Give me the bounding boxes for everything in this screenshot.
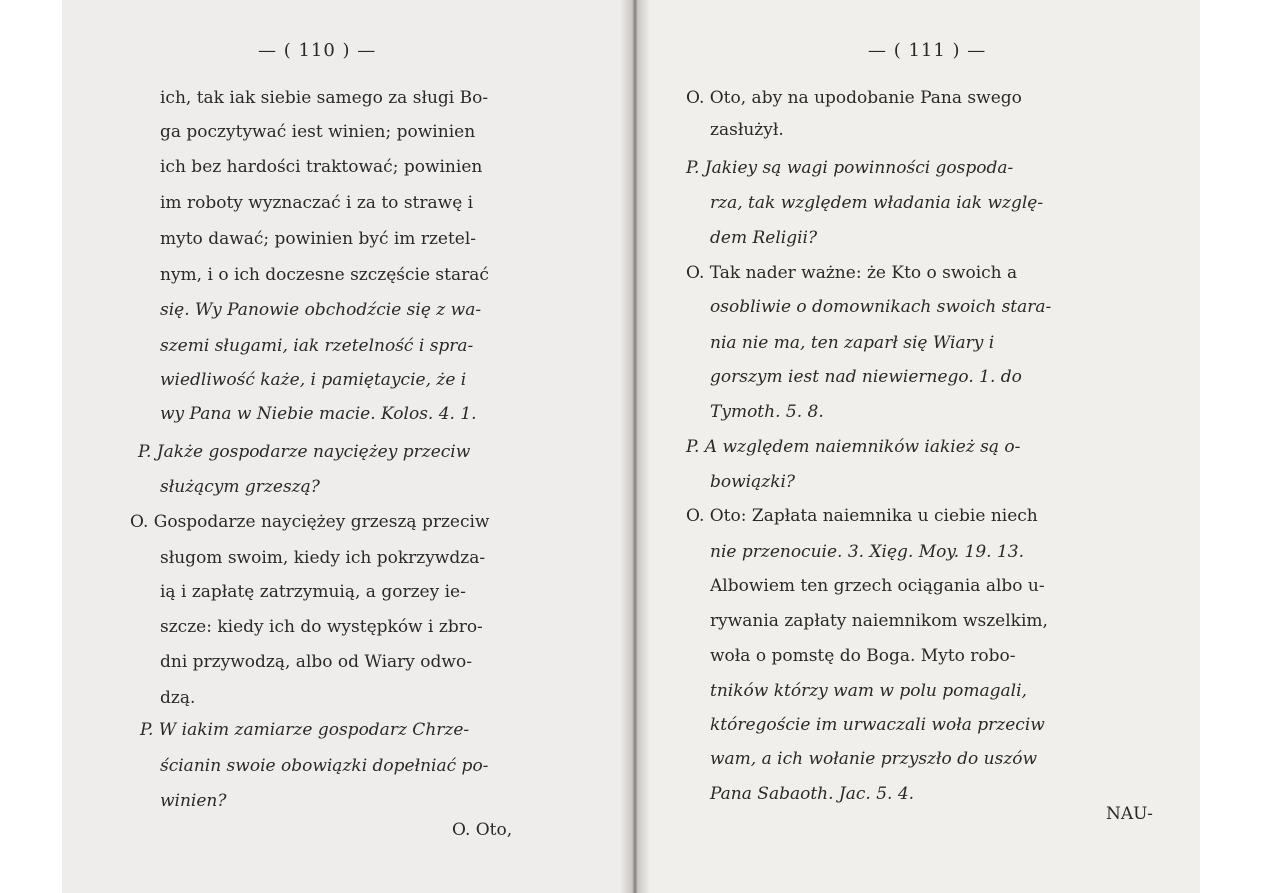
left-page-line: ią i zapłatę zatrzymuią, a gorzey ie- [160, 582, 466, 602]
left-page-line: szemi sługami, iak rzetelność i spra- [160, 336, 474, 356]
left-page-line: O. Gospodarze nayciężey grzeszą przeciw [130, 512, 490, 532]
left-page-line: ich bez hardości traktować; powinien [160, 157, 483, 177]
left-page-line: wy Pana w Niebie macie. Kolos. 4. 1. [160, 404, 477, 424]
right-page-line: Pana Sabaoth. Jac. 5. 4. [710, 784, 915, 804]
right-page-line: któregoście im urwaczali woła przeciw [710, 715, 1045, 735]
right-page-line: gorszym iest nad niewiernego. 1. do [710, 367, 1022, 387]
right-page-line: Tymoth. 5. 8. [710, 402, 824, 422]
left-page-line: P. W iakim zamiarze gospodarz Chrze- [140, 720, 470, 740]
right-page-line: nie przenocuie. 3. Xięg. Moy. 19. 13. [710, 542, 1025, 562]
right-page [634, 0, 1200, 893]
right-page-line: P. A względem naiemników iakież są o- [686, 437, 1021, 457]
left-page-line: winien? [160, 791, 227, 811]
left-page-line: im roboty wyznaczać i za to strawę i [160, 193, 474, 213]
right-page-line: osobliwie o domownikach swoich stara- [710, 297, 1052, 317]
left-page-line: sługom swoim, kiedy ich pokrzywdza- [160, 548, 486, 568]
left-page-line: wiedliwość każe, i pamiętaycie, że i [160, 370, 467, 390]
right-page-line: O. Oto: Zapłata naiemnika u ciebie niech [686, 506, 1038, 526]
left-page-line: dzą. [160, 688, 196, 708]
left-page-line: ścianin swoie obowiązki dopełniać po- [160, 756, 489, 776]
right-page-line: zasłużył. [710, 120, 784, 140]
left-page-line: szcze: kiedy ich do występków i zbro- [160, 617, 483, 637]
left-page-line: się. Wy Panowie obchodźcie się z wa- [160, 300, 482, 320]
right-page-line: nia nie ma, ten zaparł się Wiary i [710, 333, 995, 353]
book-gutter [620, 0, 650, 893]
book-spread [62, 0, 1200, 893]
right-catchword: NAU- [1106, 804, 1153, 824]
left-catchword: O. Oto, [452, 820, 513, 840]
right-page-header: — ( 111 ) — [868, 40, 987, 61]
left-page-line: ga poczytywać iest winien; powinien [160, 122, 476, 142]
left-page-header: — ( 110 ) — [258, 40, 377, 61]
right-page-line: P. Jakiey są wagi powinności gospoda- [686, 158, 1014, 178]
right-page-line: bowiązki? [710, 472, 796, 492]
right-page-line: tników którzy wam w polu pomagali, [710, 681, 1027, 701]
left-page [62, 0, 634, 893]
left-page-line: nym, i o ich doczesne szczęście starać [160, 265, 489, 285]
right-page-line: rywania zapłaty naiemnikom wszelkim, [710, 611, 1048, 631]
right-page-line: dem Religii? [710, 228, 818, 248]
right-page-line: rza, tak względem władania iak wzglę- [710, 193, 1044, 213]
right-page-line: O. Oto, aby na upodobanie Pana swego [686, 88, 1022, 108]
left-page-line: P. Jakże gospodarze nayciężey przeciw [138, 442, 471, 462]
right-page-line: Albowiem ten grzech ociągania albo u- [710, 576, 1045, 596]
left-page-line: myto dawać; powinien być im rzetel- [160, 229, 477, 249]
right-page-line: woła o pomstę do Boga. Myto robo- [710, 646, 1016, 666]
right-page-line: wam, a ich wołanie przyszło do uszów [710, 749, 1038, 769]
left-page-line: dni przywodzą, albo od Wiary odwo- [160, 652, 472, 672]
left-page-line: służącym grzeszą? [160, 477, 320, 497]
left-page-line: ich, tak iak siebie samego za sługi Bo- [160, 88, 489, 108]
right-page-line: O. Tak nader ważne: że Kto o swoich a [686, 263, 1018, 283]
